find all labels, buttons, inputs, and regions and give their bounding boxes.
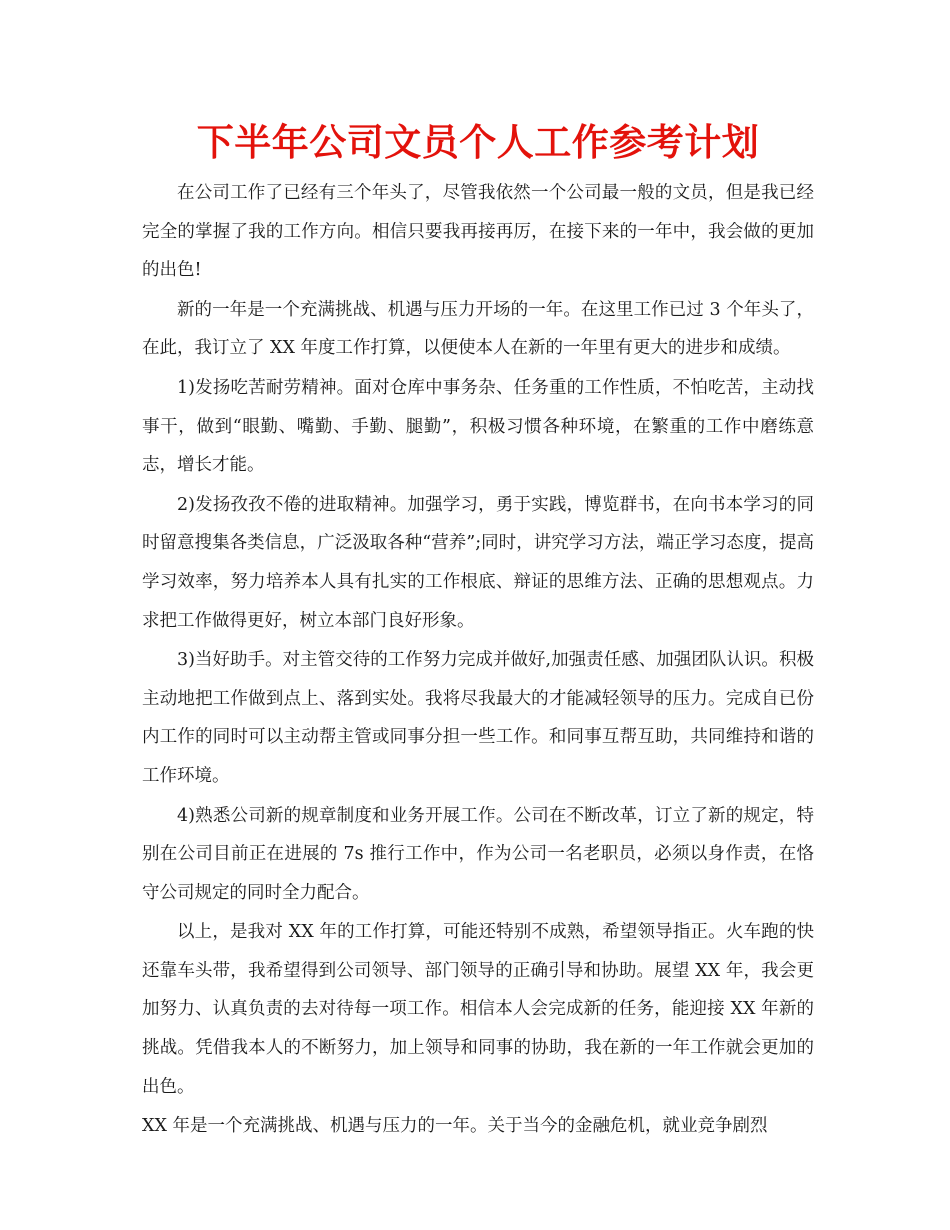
paragraph-new-year: 新的一年是一个充满挑战、机遇与压力开场的一年。在这里工作已过 3 个年头了，在此，我订立了 XX 年度工作打算，以便使本人在新的一年里有更大的进步和成绩。	[142, 299, 814, 359]
paragraph-conclusion: 以上，是我对 XX 年的工作打算，可能还特别不成熟，希望领导指正。火车跑的快还靠车头带，我希望得到公司领导、部门领导的正确引导和协助。展望 XX 年，我会更加努力、认真负责的去对待每一项工作。相信本人会完成新的任务，能迎接 XX 年新的挑战。凭借我本人的不断努力，加上领导和同事的协助，我在新的一年工作就会更加的出色。	[142, 922, 814, 1097]
paragraph-point-2: 2)发扬孜孜不倦的进取精神。加强学习，勇于实践，博览群书，在向书本学习的同时留意搜集各类信息，广泛汲取各种“营养”;同时，讲究学习方法，端正学习态度，提高学习效率，努力培养本人具有扎实的工作根底、辩证的思维方法、正确的思想观点。力求把工作做得更好，树立本部门良好形象。	[142, 494, 814, 631]
paragraph-point-3: 3)当好助手。对主管交待的工作努力完成并做好,加强责任感、加强团队认识。积极主动地把工作做到点上、落到实处。我将尽我最大的才能减轻领导的压力。完成自已份内工作的同时可以主动帮主管或同事分担一些工作。和同事互帮互助，共同维持和谐的工作环境。	[142, 650, 814, 786]
document-title: 下半年公司文员个人工作参考计划	[196, 121, 760, 164]
document-page	[142, 118, 814, 1147]
paragraph-continuation: XX 年是一个充满挑战、机遇与压力的一年。关于当今的金融危机，就业竞争剧烈	[142, 1116, 768, 1137]
paragraph-point-4: 4)熟悉公司新的规章制度和业务开展工作。公司在不断改革，订立了新的规定，特别在公司目前正在进展的 7s 推行工作中，作为公司一名老职员，必须以身作责，在恪守公司规定的同时全力配合。	[142, 805, 814, 903]
paragraph-intro: 在公司工作了已经有三个年头了，尽管我依然一个公司最一般的文员，但是我已经完全的掌握了我的工作方向。相信只要我再接再厉，在接下来的一年中，我会做的更加的出色!	[142, 183, 814, 281]
paragraph-point-1: 1)发扬吃苦耐劳精神。面对仓库中事务杂、任务重的工作性质，不怕吃苦，主动找事干，做到“眼勤、嘴勤、手勤、腿勤”，积极习惯各种环境，在繁重的工作中磨练意志，增长才能。	[142, 377, 814, 476]
